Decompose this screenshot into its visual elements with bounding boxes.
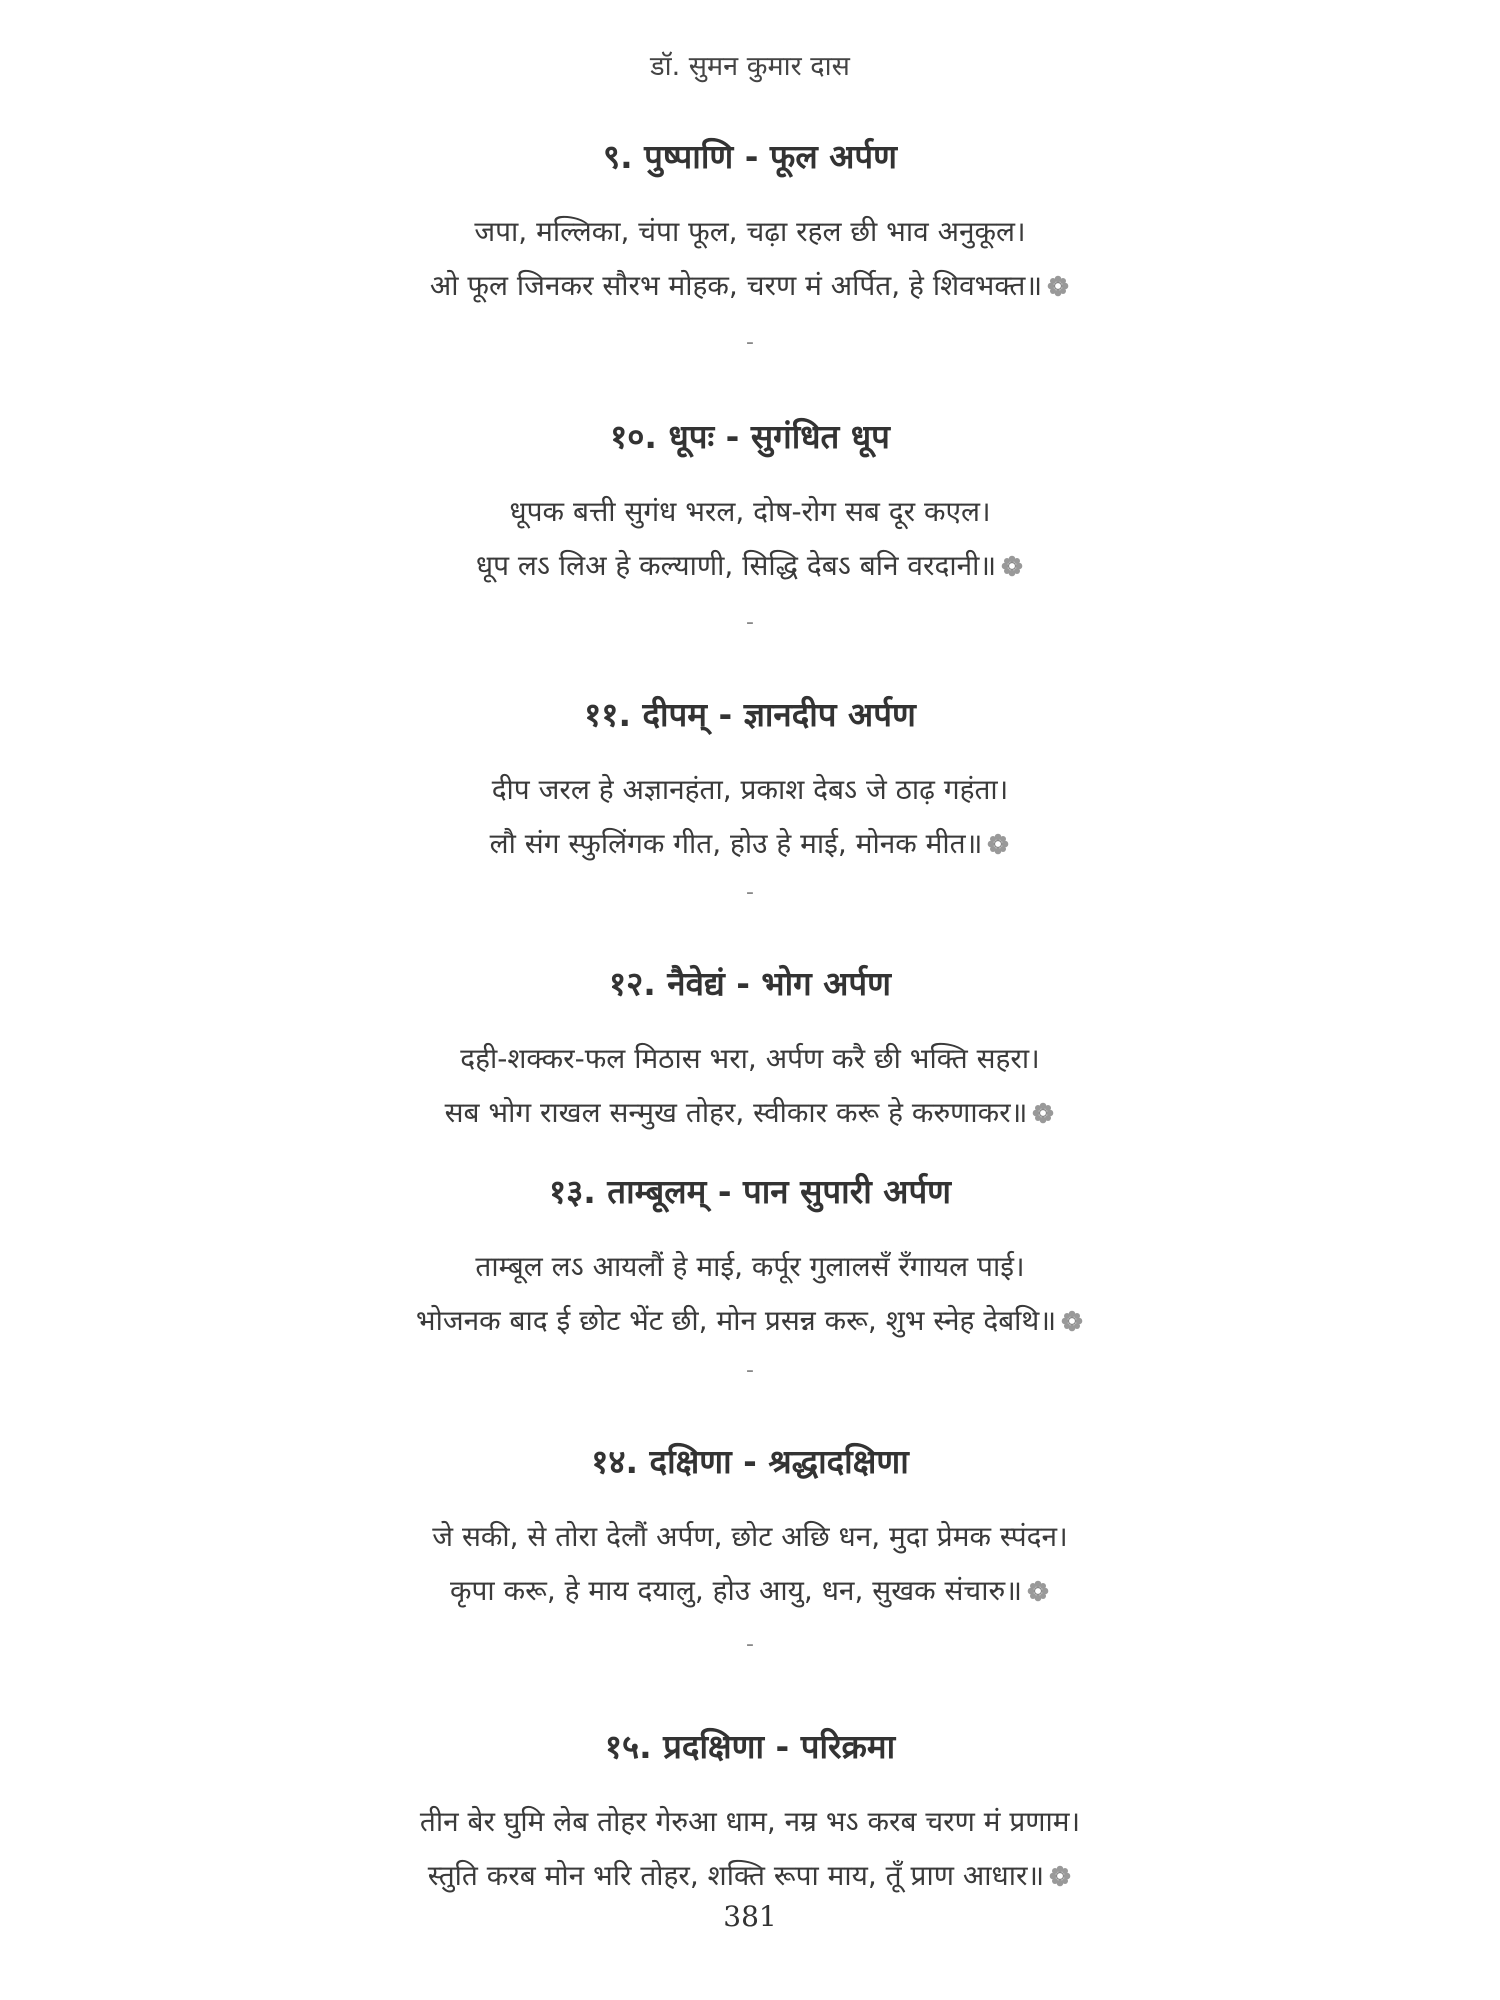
section-15 xyxy=(0,1725,1500,1903)
verse-line: धूप लऽ लिअ हे कल्याणी, सिद्धि देबऽ बनि वरदानी॥ xyxy=(475,549,997,582)
section-title: १४. दक्षिणा - श्रद्धादक्षिणा xyxy=(591,1442,909,1481)
flower-ornament-icon xyxy=(986,832,1010,856)
flower-ornament-icon xyxy=(1046,274,1070,298)
section-title: ९. पुष्पाणि - फूल अर्पण xyxy=(602,137,898,176)
section-title: १५. प्रदक्षिणा - परिक्रमा xyxy=(604,1727,896,1766)
separator-dash: - xyxy=(746,330,754,355)
flower-ornament-icon xyxy=(1048,1864,1072,1888)
flower-ornament-icon xyxy=(1026,1579,1050,1603)
page-number: 381 xyxy=(723,1900,777,1933)
verse-line: भोजनक बाद ई छोट भेंट छी, मोन प्रसन्न करू, शुभ स्नेह देबथि॥ xyxy=(415,1304,1057,1337)
separator-dash: - xyxy=(746,1358,754,1383)
flower-ornament-icon xyxy=(1031,1101,1055,1125)
verse-line: तीन बेर घुमि लेब तोहर गेरुआ धाम, नम्र भऽ करब चरण मं प्रणाम। xyxy=(419,1805,1081,1838)
verse-line: धूपक बत्ती सुगंध भरल, दोष-रोग सब दूर कएल। xyxy=(509,495,991,528)
verse-line: जपा, मल्लिका, चंपा फूल, चढ़ा रहल छी भाव अनुकूल। xyxy=(474,215,1026,248)
section-title: १०. धूपः - सुगंधित धूप xyxy=(610,417,890,456)
verse-line: लौ संग स्फुलिंगक गीत, होउ हे माई, मोनक मीत॥ xyxy=(489,827,983,860)
section-11 xyxy=(0,693,1500,871)
verse-line: स्तुति करब मोन भरि तोहर, शक्ति रूपा माय, तूँ प्राण आधार॥ xyxy=(427,1859,1045,1892)
verse-line: जे सकी, से तोरा देलौं अर्पण, छोट अछि धन, मुदा प्रेमक स्पंदन। xyxy=(432,1520,1068,1553)
flower-ornament-icon xyxy=(1060,1309,1084,1333)
verse-line: दही-शक्कर-फल मिठास भरा, अर्पण करै छी भक्ति सहरा। xyxy=(460,1042,1040,1075)
verse-line: ओ फूल जिनकर सौरभ मोहक, चरण मं अर्पित, हे शिवभक्त॥ xyxy=(429,269,1043,302)
separator-dash: - xyxy=(746,610,754,635)
verse-line: दीप जरल हे अज्ञानहंता, प्रकाश देबऽ जे ठाढ़ गहंता। xyxy=(491,773,1009,806)
section-14 xyxy=(0,1440,1500,1618)
section-title: ११. दीपम् - ज्ञानदीप अर्पण xyxy=(584,695,916,734)
separator-dash: - xyxy=(746,880,754,905)
section-9 xyxy=(0,135,1500,313)
section-13 xyxy=(0,1170,1500,1348)
section-title: १२. नैवेद्यं - भोग अर्पण xyxy=(608,964,892,1003)
verse-line: ताम्बूल लऽ आयलौं हे माई, कर्पूर गुलालसँ रँगायल पाई। xyxy=(475,1250,1025,1283)
verse-line: सब भोग राखल सन्मुख तोहर, स्वीकार करू हे करुणाकर॥ xyxy=(444,1096,1028,1129)
section-title: १३. ताम्बूलम् - पान सुपारी अर्पण xyxy=(548,1172,952,1211)
flower-ornament-icon xyxy=(1000,554,1024,578)
separator-dash: - xyxy=(746,1632,754,1657)
section-12 xyxy=(0,962,1500,1140)
verse-line: कृपा करू, हे माय दयालु, होउ आयु, धन, सुखक संचारु॥ xyxy=(450,1574,1022,1607)
running-header: डॉ. सुमन कुमार दास xyxy=(650,51,850,82)
section-10 xyxy=(0,415,1500,593)
